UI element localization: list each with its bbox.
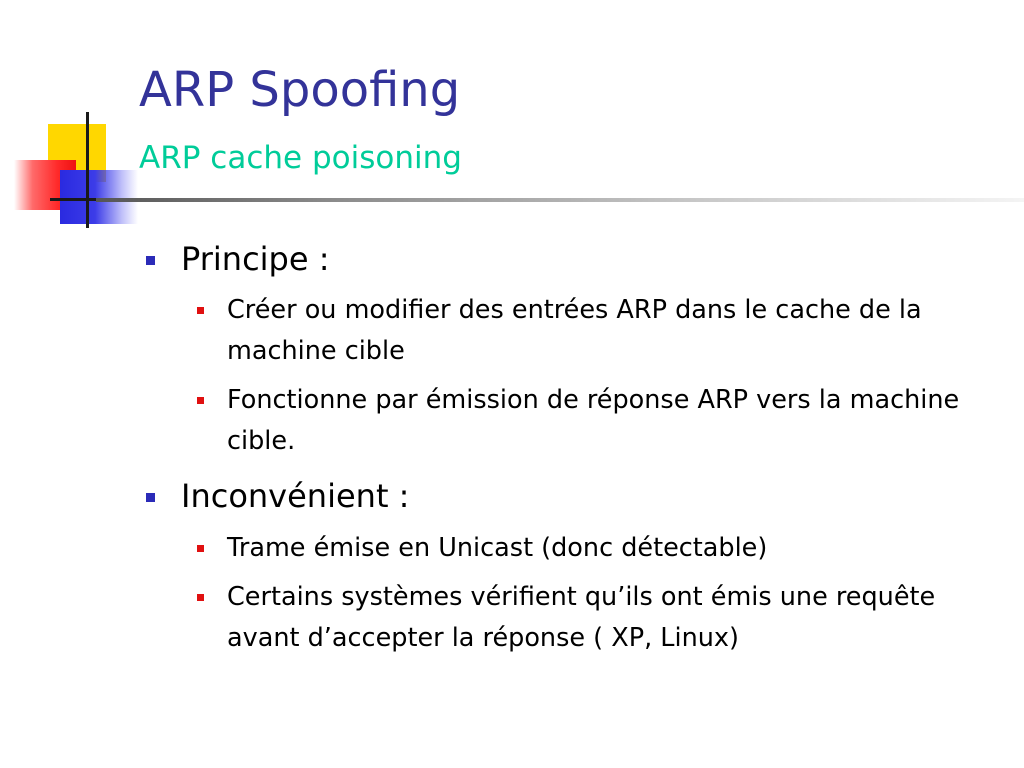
level2-bullet-icon (197, 545, 204, 552)
bullet-item: Certains systèmes vérifient qu’ils ont émis une requête avant d’accepter la réponse ( XP, Linux) (227, 582, 936, 653)
bullet-heading-principe: Principe : (181, 240, 330, 278)
level1-bullet-icon (146, 493, 155, 502)
level1-bullet-icon (146, 256, 155, 265)
bullet-heading-inconvenient: Inconvénient : (181, 477, 410, 515)
level2-bullet-icon (197, 307, 204, 314)
bullet-item: Créer ou modifier des entrées ARP dans le cache de la machine cible (227, 295, 922, 366)
slide-subtitle: ARP cache poisoning (139, 140, 462, 176)
level2-bullet-icon (197, 397, 204, 404)
bullet-item: Fonctionne par émission de réponse ARP vers la machine cible. (227, 385, 960, 456)
level2-bullet-icon (197, 594, 204, 601)
slide-title: ARP Spoofing (139, 62, 461, 118)
bullet-item: Trame émise en Unicast (donc détectable) (227, 533, 768, 563)
